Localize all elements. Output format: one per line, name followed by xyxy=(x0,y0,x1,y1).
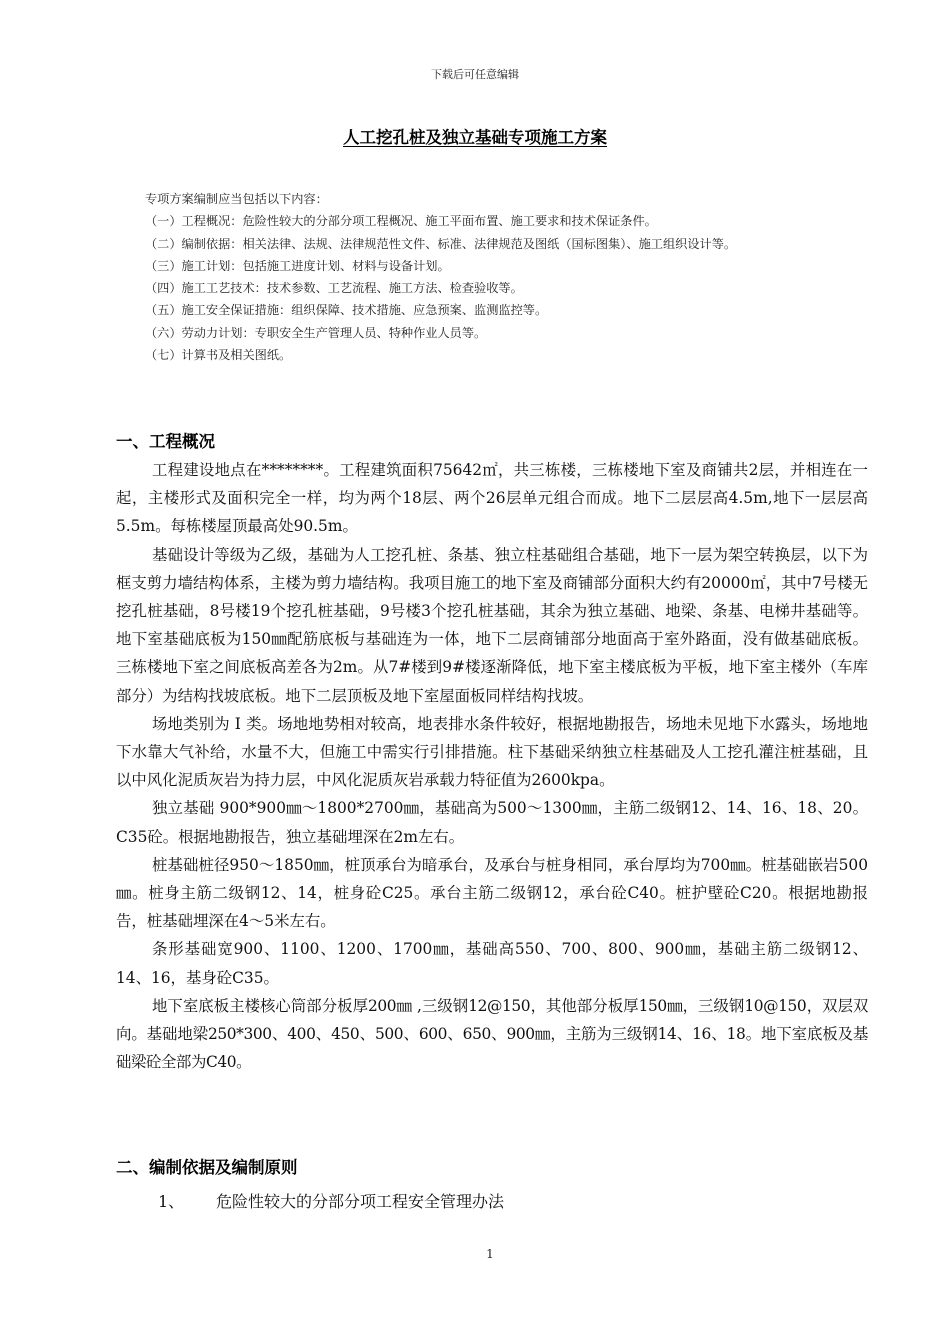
overview-paragraph: 桩基础桩径950～1850㎜，桩顶承台为暗承台，及承台与桩身相同，承台厚均为700㎜。桩基础嵌岩500㎜。桩身主筋二级钢12、14，桩身砼C25。承台主筋二级钢12，承台砼C40。桩护壁砼C20。根据地勘报告，桩基础埋深在4～5米左右。 xyxy=(116,855,868,931)
header-note: 下载后可任意编辑 xyxy=(431,68,519,81)
overview-paragraph: 基础设计等级为乙级，基础为人工挖孔桩、条基、独立柱基础组合基础，地下一层为架空转换层，以下为框支剪力墙结构体系，主楼为剪力墙结构。我项目施工的地下室及商铺部分面积大约有20000㎡，其中7号楼无挖孔桩基础，8号楼19个挖孔桩基础，9号楼3个挖孔桩基础，其余为独立基础、地梁、条基、电梯井基础等。地下室基础底板为150㎜配筋底板与基础连为一体，地下二层商铺部分地面高于室外路面，没有做基础底板。三栋楼地下室之间底板高差各为2m。从7#楼到9#楼逐渐降低，地下室主楼底板为平板，地下室主楼外（车库部分）为结构找坡底板。地下二层顶板及地下室屋面板同样结构找坡。 xyxy=(116,545,868,705)
scope-item: （四）施工工艺技术：技术参数、工艺流程、施工方法、检查验收等。 xyxy=(145,281,523,296)
scope-item: （七）计算书及相关图纸。 xyxy=(145,348,292,363)
page-number: 1 xyxy=(486,1247,494,1261)
scope-item: （二）编制依据：相关法律、法规、法律规范性文件、标准、法律规范及图纸（国标图集）、施工组织设计等。 xyxy=(145,236,737,251)
basis-item-number: 1、 xyxy=(158,1192,185,1211)
section-heading-basis: 二、编制依据及编制原则 xyxy=(116,1158,298,1177)
basis-item-text: 危险性较大的分部分项工程安全管理办法 xyxy=(216,1192,505,1211)
overview-paragraph: 场地类别为 Ⅰ 类。场地地势相对较高，地表排水条件较好，根据地勘报告，场地未见地下水露头，场地地下水靠大气补给，水量不大，但施工中需实行引排措施。柱下基础采纳独立柱基础及人工挖孔灌注桩基础，且以中风化泥质灰岩为持力层，中风化泥质灰岩承载力特征值为2600kpa。 xyxy=(116,714,868,790)
scope-item: （六）劳动力计划：专职安全生产管理人员、特种作业人员等。 xyxy=(145,325,487,340)
overview-paragraph: 工程建设地点在********。工程建筑面积75642㎡，共三栋楼，三栋楼地下室及商铺共2层，并相连在一起，主楼形式及面积完全一样，均为两个18层、两个26层单元组合而成。地下二层层高4.5m,地下一层层高5.5m。每栋楼屋顶最高处90.5m。 xyxy=(116,461,868,536)
overview-paragraph: 地下室底板主楼核心筒部分板厚200㎜ ,三级钢12@150，其他部分板厚150㎜，三级钢10@150，双层双向。基础地梁250*300、400、450、500、600、650、900㎜，主筋为三级钢14、16、18。地下室底板及基础梁砼全部为C40。 xyxy=(116,996,868,1072)
scope-item: （三）施工计划：包括施工进度计划、材料与设备计划。 xyxy=(145,258,450,273)
section-heading-overview: 一、工程概况 xyxy=(116,432,215,451)
scope-item: （五）施工安全保证措施：组织保障、技术措施、应急预案、监测监控等。 xyxy=(145,303,548,318)
basis-list-item xyxy=(158,1189,504,1212)
scope-item: （一）工程概况：危险性较大的分部分项工程概况、施工平面布置、施工要求和技术保证条件。 xyxy=(145,214,657,229)
overview-body xyxy=(116,456,868,1076)
overview-paragraph: 独立基础 900*900㎜～1800*2700㎜，基础高为500～1300㎜，主筋二级钢12、14、16、18、20。C35砼。根据地勘报告，独立基础埋深在2m左右。 xyxy=(116,799,868,846)
scope-intro: 专项方案编制应当包括以下内容： xyxy=(145,192,328,206)
document-title: 人工挖孔桩及独立基础专项施工方案 xyxy=(343,128,607,147)
scope-list xyxy=(145,188,905,366)
overview-paragraph: 条形基础宽900、1100、1200、1700㎜，基础高550、700、800、900㎜，基础主筋二级钢12、14、16，基身砼C35。 xyxy=(116,940,868,987)
